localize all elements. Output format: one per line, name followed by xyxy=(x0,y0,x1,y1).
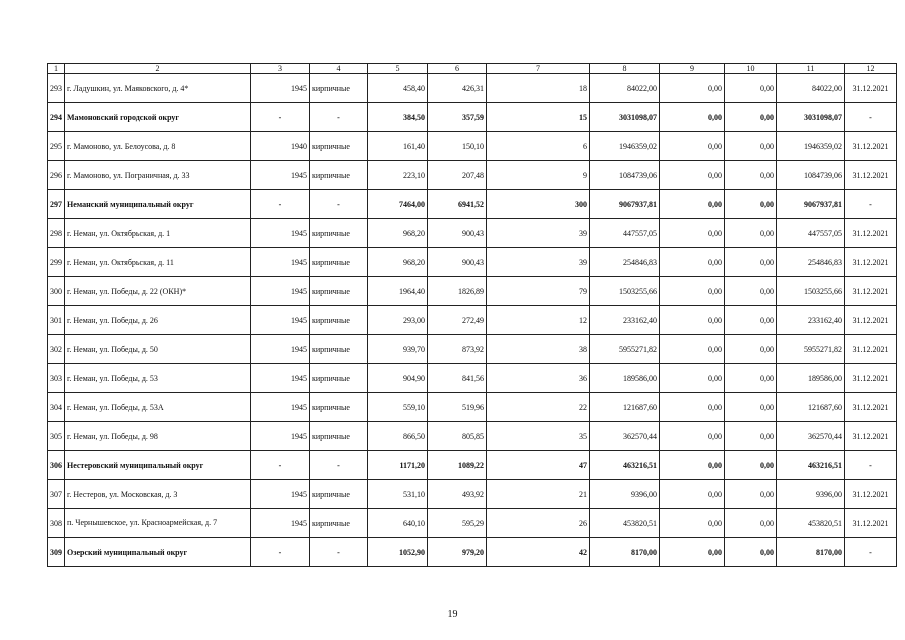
cell-wall-material: кирпичные xyxy=(310,132,368,161)
cell-residents: 39 xyxy=(487,248,590,277)
cell-total-area: 223,10 xyxy=(368,161,428,190)
cell-deadline: 31.12.2021 xyxy=(845,480,897,509)
cell-wall-material: кирпичные xyxy=(310,74,368,103)
cell-wall-material: кирпичные xyxy=(310,393,368,422)
cell-build-year: 1945 xyxy=(251,422,310,451)
cell-cost-budget: 233162,40 xyxy=(777,306,845,335)
cell-build-year: 1945 xyxy=(251,219,310,248)
cell-total-area: 904,90 xyxy=(368,364,428,393)
cell-address: г. Неман, ул. Октябрьская, д. 11 xyxy=(65,248,251,277)
cell-living-area: 272,49 xyxy=(428,306,487,335)
cell-row-number: 294 xyxy=(48,103,65,132)
cell-deadline: 31.12.2021 xyxy=(845,248,897,277)
cell-residents: 22 xyxy=(487,393,590,422)
cell-living-area: 873,92 xyxy=(428,335,487,364)
cell-row-number: 293 xyxy=(48,74,65,103)
cell-row-number: 299 xyxy=(48,248,65,277)
cell-address: г. Неман, ул. Победы, д. 98 xyxy=(65,422,251,451)
cell-cost-budget: 9396,00 xyxy=(777,480,845,509)
cell-cost-total: 84022,00 xyxy=(590,74,660,103)
cell-text: п. Чернышевское, ул. Красноармейская, д. 7 xyxy=(67,518,218,527)
cell-wall-material: кирпичные xyxy=(310,364,368,393)
cell-cost-total: 9067937,81 xyxy=(590,190,660,219)
cell-residents: 15 xyxy=(487,103,590,132)
cell-cost-other: 0,00 xyxy=(725,509,777,538)
cell-total-area: 939,70 xyxy=(368,335,428,364)
cell-address: г. Неман, ул. Победы, д. 53 xyxy=(65,364,251,393)
cell-wall-material: кирпичные xyxy=(310,219,368,248)
cell-address: г. Неман, ул. Победы, д. 26 xyxy=(65,306,251,335)
cell-total-area: 384,50 xyxy=(368,103,428,132)
cell-cost-total: 233162,40 xyxy=(590,306,660,335)
cell-deadline: 31.12.2021 xyxy=(845,393,897,422)
cell-living-area: 979,20 xyxy=(428,538,487,567)
cell-cost-fund: 0,00 xyxy=(660,132,725,161)
cell-cost-other: 0,00 xyxy=(725,335,777,364)
cell-cost-fund: 0,00 xyxy=(660,306,725,335)
cell-cost-budget: 121687,60 xyxy=(777,393,845,422)
cell-cost-fund: 0,00 xyxy=(660,509,725,538)
cell-living-area: 841,56 xyxy=(428,364,487,393)
cell-address: г. Неман, ул. Победы, д. 50 xyxy=(65,335,251,364)
cell-deadline: 31.12.2021 xyxy=(845,74,897,103)
cell-build-year: - xyxy=(251,190,310,219)
table-row xyxy=(48,335,897,364)
cell-residents: 9 xyxy=(487,161,590,190)
cell-cost-other: 0,00 xyxy=(725,451,777,480)
cell-living-area: 1089,22 xyxy=(428,451,487,480)
column-header: 11 xyxy=(777,64,845,74)
cell-residents: 300 xyxy=(487,190,590,219)
cell-residents: 35 xyxy=(487,422,590,451)
cell-total-area: 559,10 xyxy=(368,393,428,422)
cell-wall-material: кирпичные xyxy=(310,335,368,364)
column-header: 1 xyxy=(48,64,65,74)
table-row xyxy=(48,306,897,335)
cell-cost-budget: 254846,83 xyxy=(777,248,845,277)
table-row xyxy=(48,219,897,248)
cell-cost-other: 0,00 xyxy=(725,219,777,248)
cell-row-number: 302 xyxy=(48,335,65,364)
table-row xyxy=(48,277,897,306)
cell-deadline: - xyxy=(845,451,897,480)
cell-wall-material: кирпичные xyxy=(310,277,368,306)
cell-address: г. Неман, ул. Победы, д. 22 (ОКН)* xyxy=(65,277,251,306)
cell-cost-total: 1946359,02 xyxy=(590,132,660,161)
page-number: 19 xyxy=(447,609,458,620)
cell-row-number: 295 xyxy=(48,132,65,161)
table-row xyxy=(48,480,897,509)
cell-living-area: 805,85 xyxy=(428,422,487,451)
cell-deadline: 31.12.2021 xyxy=(845,422,897,451)
district-total-row xyxy=(48,190,897,219)
column-header: 6 xyxy=(428,64,487,74)
cell-living-area: 900,43 xyxy=(428,219,487,248)
cell-total-area: 1964,40 xyxy=(368,277,428,306)
cell-residents: 21 xyxy=(487,480,590,509)
column-header: 8 xyxy=(590,64,660,74)
cell-cost-total: 362570,44 xyxy=(590,422,660,451)
cell-cost-budget: 453820,51 xyxy=(777,509,845,538)
cell-residents: 47 xyxy=(487,451,590,480)
table-row xyxy=(48,509,897,538)
cell-address: г. Нестеров, ул. Московская, д. 3 xyxy=(65,480,251,509)
cell-cost-budget: 84022,00 xyxy=(777,74,845,103)
table-row xyxy=(48,393,897,422)
cell-wall-material: кирпичные xyxy=(310,480,368,509)
cell-deadline: 31.12.2021 xyxy=(845,306,897,335)
cell-row-number: 305 xyxy=(48,422,65,451)
cell-living-area: 493,92 xyxy=(428,480,487,509)
cell-row-number: 308 xyxy=(48,509,65,538)
cell-cost-other: 0,00 xyxy=(725,422,777,451)
cell-residents: 18 xyxy=(487,74,590,103)
cell-cost-fund: 0,00 xyxy=(660,161,725,190)
cell-deadline: - xyxy=(845,103,897,132)
cell-address xyxy=(65,509,251,538)
cell-cost-total: 254846,83 xyxy=(590,248,660,277)
district-total-row xyxy=(48,103,897,132)
cell-total-area: 640,10 xyxy=(368,509,428,538)
cell-wall-material: кирпичные xyxy=(310,306,368,335)
cell-build-year: 1940 xyxy=(251,132,310,161)
table-row xyxy=(48,248,897,277)
cell-row-number: 309 xyxy=(48,538,65,567)
table-row xyxy=(48,364,897,393)
cell-row-number: 298 xyxy=(48,219,65,248)
cell-cost-other: 0,00 xyxy=(725,393,777,422)
cell-deadline: 31.12.2021 xyxy=(845,364,897,393)
cell-build-year: - xyxy=(251,103,310,132)
cell-cost-fund: 0,00 xyxy=(660,219,725,248)
cell-cost-fund: 0,00 xyxy=(660,248,725,277)
cell-address: г. Мамоново, ул. Пограничная, д. 33 xyxy=(65,161,251,190)
cell-build-year: 1945 xyxy=(251,480,310,509)
cell-living-area: 595,29 xyxy=(428,509,487,538)
cell-cost-total: 3031098,07 xyxy=(590,103,660,132)
cell-cost-fund: 0,00 xyxy=(660,277,725,306)
cell-address: Озерский муниципальный округ xyxy=(65,538,251,567)
cell-cost-other: 0,00 xyxy=(725,132,777,161)
cell-total-area: 7464,00 xyxy=(368,190,428,219)
cell-cost-budget: 189586,00 xyxy=(777,364,845,393)
cell-cost-fund: 0,00 xyxy=(660,538,725,567)
cell-living-area: 519,96 xyxy=(428,393,487,422)
cell-address: г. Ладушкин, ул. Маяковского, д. 4* xyxy=(65,74,251,103)
housing-table xyxy=(47,63,897,567)
cell-deadline: 31.12.2021 xyxy=(845,132,897,161)
cell-cost-other: 0,00 xyxy=(725,480,777,509)
table-row xyxy=(48,74,897,103)
cell-cost-budget: 8170,00 xyxy=(777,538,845,567)
cell-cost-other: 0,00 xyxy=(725,538,777,567)
cell-living-area: 207,48 xyxy=(428,161,487,190)
cell-cost-total: 1503255,66 xyxy=(590,277,660,306)
column-header: 4 xyxy=(310,64,368,74)
column-header: 10 xyxy=(725,64,777,74)
cell-address: Неманский муниципальный округ xyxy=(65,190,251,219)
cell-cost-total: 447557,05 xyxy=(590,219,660,248)
cell-deadline: 31.12.2021 xyxy=(845,277,897,306)
cell-cost-fund: 0,00 xyxy=(660,422,725,451)
cell-cost-other: 0,00 xyxy=(725,190,777,219)
cell-build-year: 1945 xyxy=(251,393,310,422)
cell-cost-total: 463216,51 xyxy=(590,451,660,480)
cell-total-area: 161,40 xyxy=(368,132,428,161)
cell-cost-other: 0,00 xyxy=(725,364,777,393)
cell-cost-total: 8170,00 xyxy=(590,538,660,567)
column-header: 5 xyxy=(368,64,428,74)
cell-wall-material: - xyxy=(310,190,368,219)
cell-cost-other: 0,00 xyxy=(725,103,777,132)
cell-residents: 36 xyxy=(487,364,590,393)
cell-living-area: 150,10 xyxy=(428,132,487,161)
cell-cost-budget: 1946359,02 xyxy=(777,132,845,161)
cell-cost-fund: 0,00 xyxy=(660,364,725,393)
cell-cost-budget: 3031098,07 xyxy=(777,103,845,132)
cell-cost-budget: 5955271,82 xyxy=(777,335,845,364)
cell-build-year: 1945 xyxy=(251,335,310,364)
cell-build-year: 1945 xyxy=(251,306,310,335)
cell-row-number: 307 xyxy=(48,480,65,509)
cell-deadline: 31.12.2021 xyxy=(845,509,897,538)
cell-residents: 38 xyxy=(487,335,590,364)
column-header: 12 xyxy=(845,64,897,74)
cell-cost-fund: 0,00 xyxy=(660,480,725,509)
table-row xyxy=(48,161,897,190)
cell-deadline: - xyxy=(845,190,897,219)
cell-cost-total: 453820,51 xyxy=(590,509,660,538)
cell-residents: 12 xyxy=(487,306,590,335)
cell-living-area: 1826,89 xyxy=(428,277,487,306)
cell-cost-total: 9396,00 xyxy=(590,480,660,509)
cell-cost-total: 1084739,06 xyxy=(590,161,660,190)
cell-address: г. Неман, ул. Октябрьская, д. 1 xyxy=(65,219,251,248)
cell-total-area: 1052,90 xyxy=(368,538,428,567)
cell-cost-total: 5955271,82 xyxy=(590,335,660,364)
table-header-row xyxy=(48,64,897,74)
cell-total-area: 968,20 xyxy=(368,219,428,248)
cell-build-year: 1945 xyxy=(251,161,310,190)
cell-wall-material: - xyxy=(310,451,368,480)
column-header: 3 xyxy=(251,64,310,74)
cell-build-year: - xyxy=(251,451,310,480)
cell-cost-total: 121687,60 xyxy=(590,393,660,422)
cell-build-year: 1945 xyxy=(251,74,310,103)
cell-row-number: 296 xyxy=(48,161,65,190)
cell-total-area: 458,40 xyxy=(368,74,428,103)
cell-address: г. Неман, ул. Победы, д. 53А xyxy=(65,393,251,422)
cell-cost-other: 0,00 xyxy=(725,306,777,335)
cell-build-year: 1945 xyxy=(251,364,310,393)
cell-row-number: 304 xyxy=(48,393,65,422)
cell-deadline: 31.12.2021 xyxy=(845,219,897,248)
cell-cost-fund: 0,00 xyxy=(660,190,725,219)
table-row xyxy=(48,132,897,161)
district-total-row xyxy=(48,451,897,480)
cell-build-year: 1945 xyxy=(251,248,310,277)
column-header: 2 xyxy=(65,64,251,74)
cell-wall-material: кирпичные xyxy=(310,161,368,190)
table-row xyxy=(48,422,897,451)
district-total-row xyxy=(48,538,897,567)
cell-residents: 26 xyxy=(487,509,590,538)
cell-cost-fund: 0,00 xyxy=(660,103,725,132)
cell-deadline: - xyxy=(845,538,897,567)
cell-living-area: 426,31 xyxy=(428,74,487,103)
cell-build-year: 1945 xyxy=(251,509,310,538)
cell-wall-material: кирпичные xyxy=(310,509,368,538)
cell-living-area: 6941,52 xyxy=(428,190,487,219)
cell-total-area: 1171,20 xyxy=(368,451,428,480)
cell-cost-budget: 1503255,66 xyxy=(777,277,845,306)
cell-cost-budget: 447557,05 xyxy=(777,219,845,248)
cell-total-area: 866,50 xyxy=(368,422,428,451)
cell-cost-budget: 362570,44 xyxy=(777,422,845,451)
cell-cost-other: 0,00 xyxy=(725,161,777,190)
cell-cost-total: 189586,00 xyxy=(590,364,660,393)
cell-cost-budget: 9067937,81 xyxy=(777,190,845,219)
cell-residents: 39 xyxy=(487,219,590,248)
cell-total-area: 531,10 xyxy=(368,480,428,509)
cell-build-year: 1945 xyxy=(251,277,310,306)
cell-deadline: 31.12.2021 xyxy=(845,161,897,190)
cell-cost-other: 0,00 xyxy=(725,277,777,306)
cell-cost-budget: 1084739,06 xyxy=(777,161,845,190)
cell-row-number: 297 xyxy=(48,190,65,219)
cell-address: Нестеровский муниципальный округ xyxy=(65,451,251,480)
cell-wall-material: - xyxy=(310,538,368,567)
cell-build-year: - xyxy=(251,538,310,567)
column-header: 7 xyxy=(487,64,590,74)
cell-residents: 6 xyxy=(487,132,590,161)
cell-deadline: 31.12.2021 xyxy=(845,335,897,364)
cell-wall-material: - xyxy=(310,103,368,132)
cell-address: Мамоновский городской округ xyxy=(65,103,251,132)
cell-total-area: 968,20 xyxy=(368,248,428,277)
cell-row-number: 300 xyxy=(48,277,65,306)
cell-cost-other: 0,00 xyxy=(725,74,777,103)
cell-cost-fund: 0,00 xyxy=(660,74,725,103)
cell-total-area: 293,00 xyxy=(368,306,428,335)
cell-residents: 42 xyxy=(487,538,590,567)
cell-wall-material: кирпичные xyxy=(310,422,368,451)
cell-row-number: 301 xyxy=(48,306,65,335)
cell-cost-fund: 0,00 xyxy=(660,335,725,364)
cell-residents: 79 xyxy=(487,277,590,306)
cell-cost-fund: 0,00 xyxy=(660,393,725,422)
cell-living-area: 900,43 xyxy=(428,248,487,277)
cell-living-area: 357,59 xyxy=(428,103,487,132)
cell-wall-material: кирпичные xyxy=(310,248,368,277)
cell-cost-budget: 463216,51 xyxy=(777,451,845,480)
cell-cost-fund: 0,00 xyxy=(660,451,725,480)
cell-row-number: 306 xyxy=(48,451,65,480)
cell-row-number: 303 xyxy=(48,364,65,393)
cell-cost-other: 0,00 xyxy=(725,248,777,277)
column-header: 9 xyxy=(660,64,725,74)
cell-address: г. Мамоново, ул. Белоусова, д. 8 xyxy=(65,132,251,161)
